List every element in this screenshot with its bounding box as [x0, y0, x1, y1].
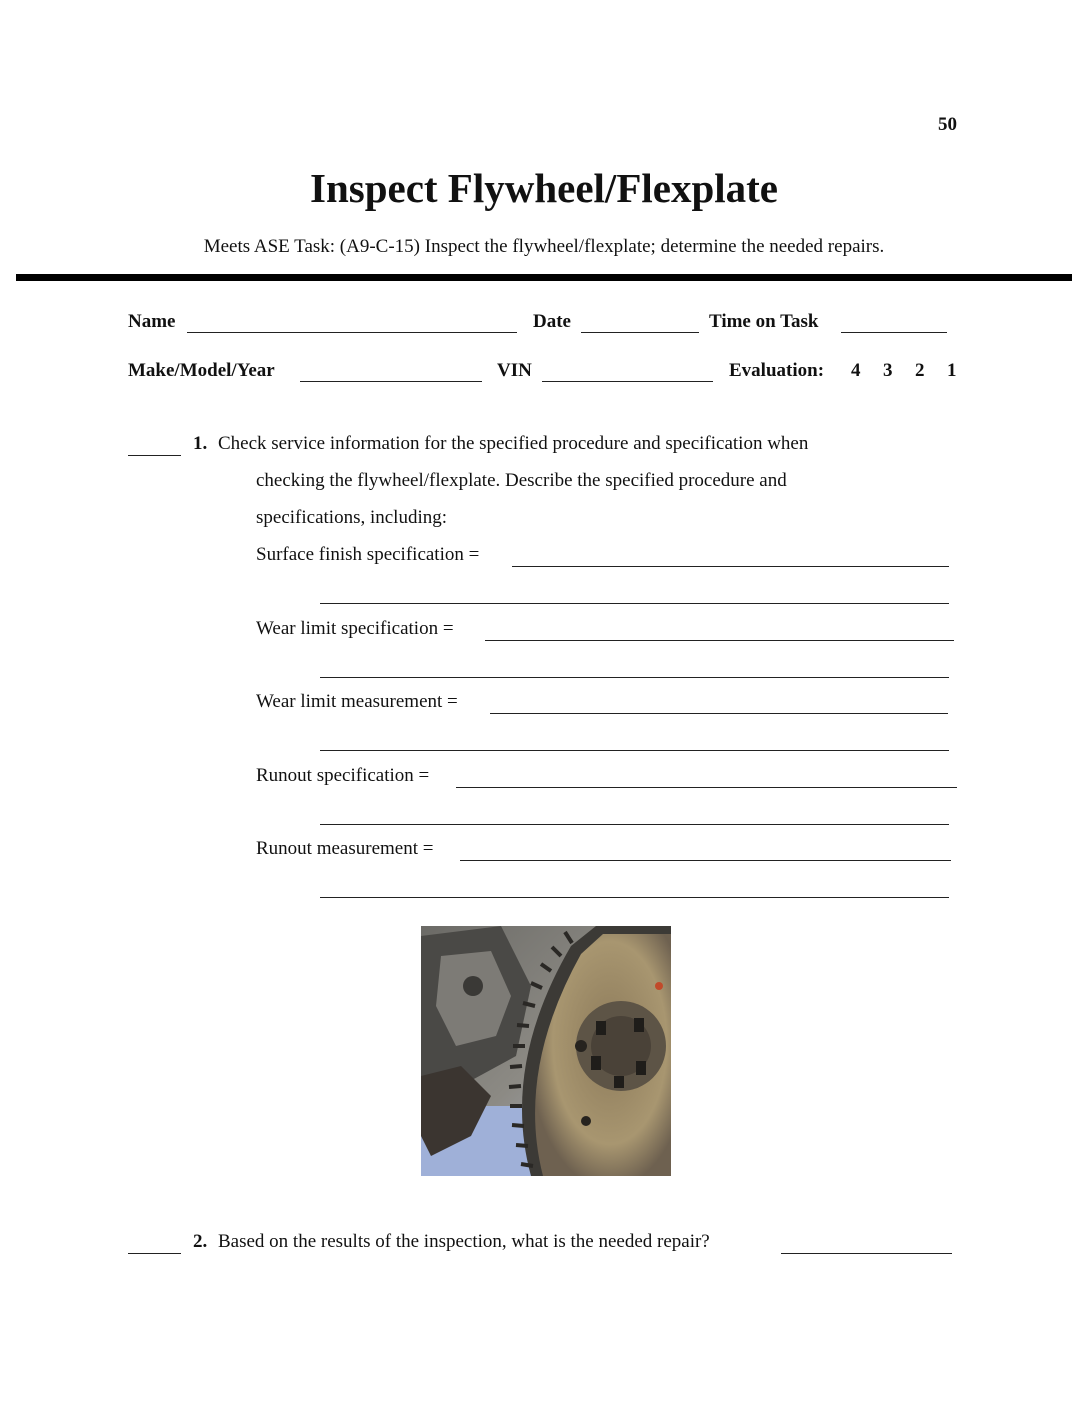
- make-model-year-field[interactable]: [300, 381, 482, 382]
- step1-text-line2: checking the flywheel/flexplate. Describe the specified procedure and: [256, 470, 787, 491]
- runout-measurement-field-cont[interactable]: [320, 897, 949, 898]
- page-title: Inspect Flywheel/Flexplate: [309, 165, 779, 211]
- vin-field[interactable]: [542, 381, 713, 382]
- surface-finish-spec-field-cont[interactable]: [320, 603, 949, 604]
- date-field[interactable]: [581, 332, 699, 333]
- wear-limit-measurement-field-cont[interactable]: [320, 750, 949, 751]
- needed-repair-field[interactable]: [781, 1253, 952, 1254]
- step2-number: 2.: [193, 1231, 208, 1252]
- wear-limit-spec-field[interactable]: [485, 640, 954, 641]
- step1-number: 1.: [193, 433, 208, 454]
- vin-label: VIN: [497, 360, 532, 381]
- date-label: Date: [533, 311, 571, 332]
- evaluation-score-2[interactable]: 2: [915, 360, 925, 381]
- step1-checkoff-field[interactable]: [128, 455, 181, 456]
- name-field[interactable]: [187, 332, 517, 333]
- time-on-task-field[interactable]: [841, 332, 947, 333]
- name-label: Name: [128, 311, 176, 332]
- runout-spec-field[interactable]: [456, 787, 957, 788]
- flywheel-photo: [421, 926, 671, 1176]
- wear-limit-spec-field-cont[interactable]: [320, 677, 949, 678]
- wear-limit-measurement-label: Wear limit measurement =: [256, 691, 458, 712]
- evaluation-score-3[interactable]: 3: [883, 360, 893, 381]
- runout-spec-label: Runout specification =: [256, 765, 430, 786]
- runout-measurement-label: Runout measurement =: [256, 838, 434, 859]
- step1-text-line1: Check service information for the specified procedure and specification when: [218, 433, 809, 454]
- evaluation-score-4[interactable]: 4: [851, 360, 861, 381]
- evaluation-label: Evaluation:: [729, 360, 825, 381]
- surface-finish-spec-field[interactable]: [512, 566, 949, 567]
- make-model-year-label: Make/Model/Year: [128, 360, 275, 381]
- runout-measurement-field[interactable]: [460, 860, 951, 861]
- page-number: 50: [938, 114, 957, 135]
- time-on-task-label: Time on Task: [709, 311, 819, 332]
- step1-text-line3: specifications, including:: [256, 507, 448, 528]
- ase-task-subtitle: Meets ASE Task: (A9-C-15) Inspect the flywheel/flexplate; determine the needed repairs.: [203, 236, 885, 257]
- step2-text: Based on the results of the inspection, what is the needed repair?: [218, 1231, 710, 1252]
- header-divider: [16, 274, 1072, 281]
- evaluation-score-1[interactable]: 1: [947, 360, 957, 381]
- surface-finish-spec-label: Surface finish specification =: [256, 544, 480, 565]
- step2-checkoff-field[interactable]: [128, 1253, 181, 1254]
- wear-limit-measurement-field[interactable]: [490, 713, 948, 714]
- wear-limit-spec-label: Wear limit specification =: [256, 618, 454, 639]
- runout-spec-field-cont[interactable]: [320, 824, 949, 825]
